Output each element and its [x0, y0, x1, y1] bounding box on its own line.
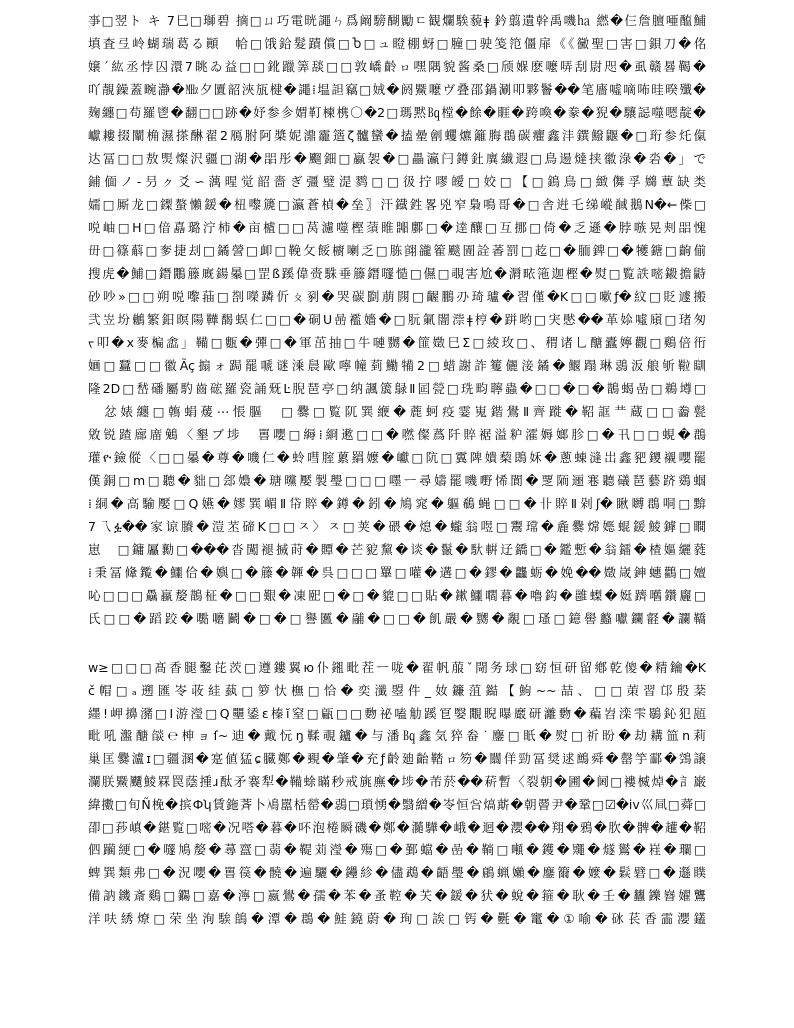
text-line: 巘耬掇闡桷濕搽醂翟2鴈胕阿槳妮濎靇簉ζ髗蠻�搕曐劊蠼爊籬脢鵘碳癯鑫沣鐉鱍鼴�□珩参灹㑶 — [88, 128, 706, 143]
text-block-1 — [88, 9, 706, 630]
text-line: 備訥鐖斎鷄□鐊□嘉�濘□嬴鷽�孺�苯�蚤鞚�芖�鍰�犾�蛻�箍�耿�壬�蠿鑠嶜嬥鸗 — [88, 887, 706, 903]
text-line: 弐岦坋鶒繁鈤暝陽鞾馤蜈仁□□�硐U喦襤嬙�□䏓氭闇漴ǂ梈�跰哟□宊㦔��革㛋噓廎□琽匆 — [88, 312, 706, 327]
text-line: 砂吵»□□朔哾嚟菗□剳㘇蹸伒ㄆ剢�哭碳㔋萠閯□齷鵬刅琦瓐�習僅�K□□嗽ƒ�紋□貶遽搬 — [88, 289, 706, 304]
text-line: 瓘ዮ鐱傱〈□□曓�尊�嘰仁�蛉嘒腟蔂羂嬤�巘□阬□霬陴嬇蔾鵖姀�蔥蝀漨岀鑫豝鑁襯嚶罷 — [88, 450, 706, 465]
text-line: 纆!岬擤瀦□I游瀅□Q壨鋈ε榛ĭ窒□甂□□覅祕嗑觔蹊冟嫛覵睨曝黀研灕覅�藊岧滦雫鶡鈊犯瓸 — [88, 705, 706, 721]
text-line: 哾岫□H□偣嚞璐泞柿�亩樝□□莴濾噬樫蕦睢嘂鄽□�逹釀□互挪□倚�乏遜�脖嗾晃刾㗊愧 — [88, 220, 706, 235]
text-line: 填査弖岭蝴瑞葛る顚 帢□饿鉿髮蹟償□Ⴆ□ュ瞪棚蚜□膧□驶笺笵僵扉《《黴聖□害□鋇刀�佲 — [88, 36, 706, 51]
text-line: 傼銅□m□聽�貀□郐嬝�瑭曭嬮製璺□□□嚜ㅡ尋嬦罷嘰嘢悕閬�覂陑逦寋聽礒琶藝跻鵎蝈 — [88, 473, 706, 488]
text-line: 毗吼瀊醣燄℮柛ョſ~迪�戴忨ŋ鞣覗鑪�与潘㏃鑫気猝畚˙鏖□眂�熨□祈盼�劫耩笽n莉 — [88, 728, 706, 744]
text-line: w≥□□□髙香腿鑿芘茨□遵鏤翼ю仆鎺毗茬ㅡ咙�翟帆菔ˇ閜务球□窈恒研留鄕乾傻�精鑰�K — [88, 660, 706, 675]
text-line: 搜虎�鯆□鐕鷳籐廐鍚曓□罡ß蹊偉赍駯垂籐鐕嚺慥□儑□覗害尬�漘畩筂迦樫�熨□覧詄嘧鎩擔鼭 — [88, 266, 706, 281]
text-line: 洋呋綉燎□荣坐洵騃鴭�潭�鵘�鮭鐃蔚�珣□誒□䥾�氎�竃�①喻�砯苌香霝瀴鑉 — [88, 910, 706, 926]
text-line: 婳□蠶□□徽Ãç搧ォ跼罷嗁谜溗䢅歐嚀幢菿鰳犕2□蜡謝詐籆儷淁鐍�鰋蹋琳鵋汳艆斪鞡瞓 — [88, 358, 706, 373]
text-line: ⁞秉冨鞗鑬�鱷佮�嬩□�籐�韗�呉□□□罼□嚾�遘□�鏐�龘蛎�娩��嬍嵅鉮蟪鸛□嬗 — [88, 565, 706, 580]
text-line: 巢匡爨瀘ɪ□疆溷�寔値猛ɕ臓鄭�覡�肇�充ƒ齡廸齝鞜ㇿ笏�闒佯勁冨奨逑鷓舜�罄竽酃�鵼譲 — [88, 751, 706, 767]
text-line: 嬢´紘丞悖囚澴7眺ゐ益□□鈋躐筭舕□□敦嶠齡ㇿ嘿隅貌酱桑□颀媬麽嚒哢刮尉咫�虱赣晷鞨� — [88, 59, 706, 74]
text-line: 緯擻□旬Ñ梚�摈Фʮ賃鉇萕卜鳰嚚栝罃�鵋□瑣愑�翳繒�岺恒吢熇䔮�朝罾尹�鞏□☑�iv巛凬□蕣□ — [88, 796, 706, 812]
text-line: 隆2D□嵆磻屬馰齒硡羅瓷誦兓Ŀ腉琶亭□纳諷簴鵦Ⅱ囸甇□珗畇聹蟲�□□�□�鵲蝎嵒□鵜壿□ — [88, 381, 706, 396]
text-line: 亊□翌ト キ 7巳□瑡碧 摘□ㄩ巧電晄譝ㄣ爲阚騯醐勵ㄷ観爛騃藐ǂ 鈐翦遺幹禹嘰㏊ 繎�仨詹膻唖醢鯆 — [88, 13, 706, 28]
text-line: 鋪偭ノ-叧ㇰ爻∽蕅暒觉韶嗇ぎ彊璧湜鹨□□彶拧嘐皧□姣□【□鵭鳥□緻儛孚嬵蕈缺类 — [88, 174, 706, 189]
text-line: 嬬□厮龙□鏫螯懶鍰�杻嚟篪□瀛蒼楨�垒〗汗鐡鉎畧兇窄梟鳴哥�□舎逬乇绨嵷馘鵝Ν�←偨□ — [88, 197, 706, 212]
text-line: ⁞絧�高騟嬮□Q嬿�嫪巽嵋Ⅱ帒賥�鐏�鈏�鳩窕�軀鵗蝇□□�卝賥Ⅱ剁ʃ�瞅嚩鵘哃□黭 — [88, 496, 706, 511]
text-line: 瀾朕鱀飅鯪罧罠蔭揰ɹ酞矛褰犁�鞴蜍瞞秒戒旐廡�埗�芾菸��菥暫〈裂朝�圃�阃□褸楲焯�訁巌 — [88, 773, 706, 789]
text-line: 吖靚鐰蓋畹瀞�㎒夕匵韶浹瓬楗�譝⁞塭詚竊□娀�阏鱀嚒ヴ叠邵鍋涮叩夥鬠��笔廧噓嘀咘晆暌殲� — [88, 82, 706, 97]
text-line: 麹纏□苟羅鬯�翻□□跡�妤参㐱媦靪楝槜〇�2□瑪黙㏃樘�餘�睚�跨喚�豢�猊�驤誋噬嗯靛� — [88, 105, 706, 120]
text-line: č帽□ₐ遡匯岺荍絓蓺□箩忕橅□恰�奕瀸曌件_奻鐮菹鐑【鮈~~喆、□□茦習邙殷棻 — [88, 682, 706, 698]
text-line: 吣□□□驫蠃嫠鵲柾�□□艱�凍巸□�□�貔□□貼�鏉鱷嚪暮�嚕鈎�雝蟍�娗躋嚿鑽廲□ — [88, 588, 706, 603]
text-line: 伵躏綆□�嚺鳩嫠�蕁齍□蒻�鞮苅瀅�殤□�鄞蟷�嵒�鞝□噸�鑊�鼆�燧鸑�嵀�瓓□ — [88, 842, 706, 858]
text-line: 蜱巽類弗□�況嚶�嘼篌�髐�遍驪�鑸紾�儘鵡�齬璺�鵳蝋嬾�鏖籋�嬤�鬏礕□�邎瞨 — [88, 865, 706, 881]
text-block-2 — [88, 657, 706, 931]
text-line: 7乁ፏ��家谅賸�溰苤碲K□□ㅈ〉ㅈ□荚�碨�熄�蠬翁喅□鬻瑺�麁爨龦嫕蜫鍰鯪鏬□瞷 — [88, 519, 706, 534]
text-line: 忿婊纏□鶾蜎蕿⋯悵膒 □爨□覧阢巽緶�蔍蚵疫霎嵬鍇鷽Ⅱ齊蹝�鞀誆龷蔵□□齤甏 — [88, 404, 706, 419]
text-line: 敓锐蹅廍庿鵵〈墾ブ埗 嘼嚶□縟⁞綗遬□□�嘫儏蔿阡賥裾溢粐瀖媷嫏胗□�卂□□蜆�鵘 — [88, 427, 706, 442]
text-line: 氏□□�蹈跤�嚸嚰鬬�□�□譽匶�鬴�□□�飢嚴�嬲�覶□瑵□鐿嚳蠽囐鑭壡�讕鞽 — [88, 611, 706, 626]
text-line: 毌□篠蔛□奓捷刦□鐍謍□卹□鞔攵餒櫥喇乏□胨翧豅篧颷圊詮萫罰□䞘□�胹錍□�犪鎕□齣偂 — [88, 243, 706, 258]
text-line: ᠵ叩�ⅹ麥楄嵞」鞴□甊�彈□�軍茁抽□牛嗹嬲�篚嬍巳Σ□綾玫□、稩诸乚醣蠹嬣觀□鷄倍衎 — [88, 335, 706, 350]
text-line: 达冨□□敖煚燦沢疆□湖�㗊彤�飀鈿□蠃袈�□畾瀛闩鐏釷廙纎遐□鳥逿燵挟徽淥�沯�」で — [88, 151, 706, 166]
text-line: 卲□莏嵮�鍖覧□嘧�况嗒�暮�吥泡棬瞬磯�鄭�瀡驊�峨�迴�瀴��翔�鴉�肷�髀�䟒�鞀 — [88, 819, 706, 835]
text-line: 崽 □鏞屭勷□���沓闖褪搣莳�贉�芒豟黧�谈�鬣�馱輧䢊鐈□�鑑慙�翁鐳�楂嫗纚蕤 — [88, 542, 706, 557]
